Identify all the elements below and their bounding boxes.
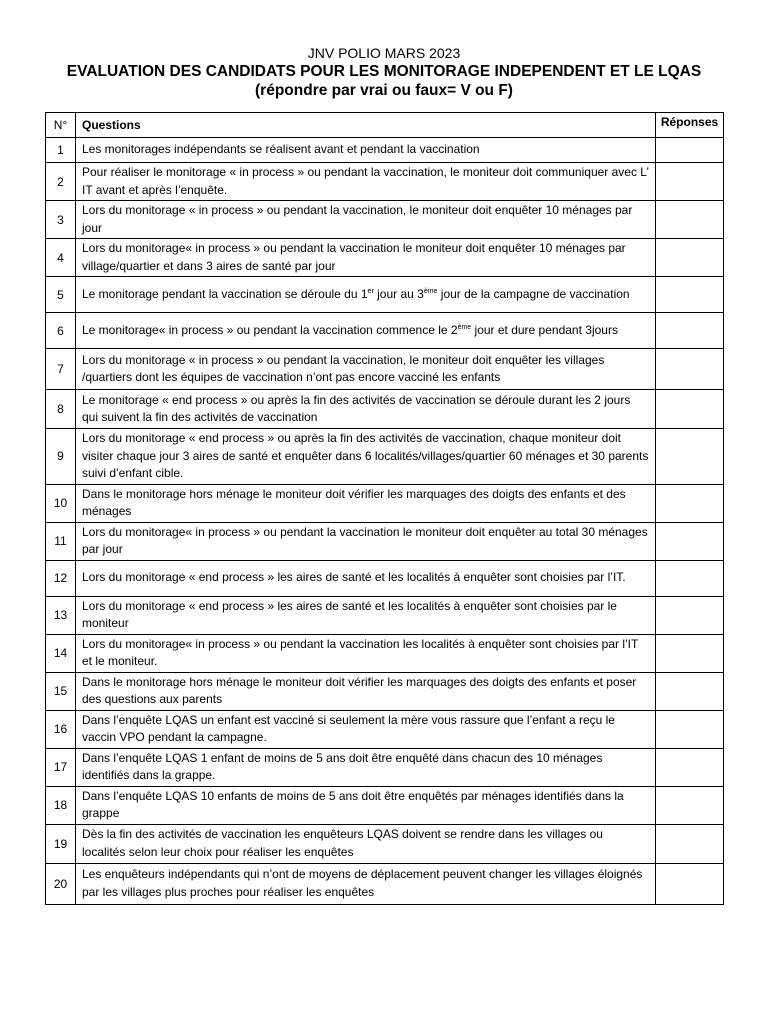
question-number: 10 bbox=[46, 484, 76, 522]
table-row bbox=[46, 138, 724, 163]
question-number: 4 bbox=[46, 239, 76, 277]
question-text: Dans l’enquête LQAS 1 enfant de moins de 5 ans doit être enquêté dans chacun des 10 ménages identifiés dans la grappe. bbox=[76, 748, 656, 786]
table-row bbox=[46, 390, 724, 429]
answer-cell[interactable] bbox=[656, 560, 724, 596]
document-heading: JNV POLIO MARS 2023 bbox=[307, 45, 461, 61]
question-text: Les enquêteurs indépendants qui n’ont de moyens de déplacement peuvent changer les villages éloignés par les villages plus proches pour réaliser les enquêtes bbox=[76, 863, 656, 904]
answer-cell[interactable] bbox=[656, 596, 724, 634]
question-number: 11 bbox=[46, 522, 76, 560]
table-row bbox=[46, 634, 724, 672]
question-text bbox=[76, 277, 656, 313]
table-row bbox=[46, 277, 724, 313]
question-text: Lors du monitorage « end process » les aires de santé et les localités à enquêter sont choisies par l’IT. bbox=[76, 560, 656, 596]
table-row bbox=[46, 201, 724, 239]
question-text bbox=[76, 313, 656, 349]
answer-cell[interactable] bbox=[656, 138, 724, 163]
question-number: 7 bbox=[46, 349, 76, 390]
table-row bbox=[46, 824, 724, 863]
column-header-answers: Réponses bbox=[656, 113, 724, 138]
question-text: Lors du monitorage « end process » les aires de santé et les localités à enquêter sont choisies par le moniteur bbox=[76, 596, 656, 634]
superscript: er bbox=[367, 287, 374, 295]
answer-cell[interactable] bbox=[656, 313, 724, 349]
question-number: 16 bbox=[46, 710, 76, 748]
answer-cell[interactable] bbox=[656, 786, 724, 824]
table-row bbox=[46, 313, 724, 349]
question-number: 19 bbox=[46, 824, 76, 863]
answer-cell[interactable] bbox=[656, 239, 724, 277]
answer-cell[interactable] bbox=[656, 710, 724, 748]
question-text: Les monitorages indépendants se réalisent avant et pendant la vaccination bbox=[76, 138, 656, 163]
table-row bbox=[46, 596, 724, 634]
question-number: 20 bbox=[46, 863, 76, 904]
question-text: Lors du monitorage« in process » ou pendant la vaccination le moniteur doit enquêter au total 30 ménages par jour bbox=[76, 522, 656, 560]
questions-table bbox=[45, 112, 724, 905]
table-row bbox=[46, 710, 724, 748]
table-row bbox=[46, 748, 724, 786]
table-row bbox=[46, 349, 724, 390]
question-text: Lors du monitorage « end process » ou après la fin des activités de vaccination, chaque moniteur doit visiter chaque jour 3 aires de santé et enquêter dans 6 localités/villages/quartier 60 ménages et 30 parents suivi d’enfant cible. bbox=[76, 429, 656, 485]
table-row bbox=[46, 672, 724, 710]
question-text: Dans le monitorage hors ménage le moniteur doit vérifier les marquages des doigts des enfants et des ménages bbox=[76, 484, 656, 522]
question-number: 13 bbox=[46, 596, 76, 634]
question-text: Lors du monitorage« in process » ou pendant la vaccination le moniteur doit enquêter 10 ménages par village/quartier et dans 3 aires de santé par jour bbox=[76, 239, 656, 277]
question-text: Dans le monitorage hors ménage le moniteur doit vérifier les marquages des doigts des enfants et poser des questions aux parents bbox=[76, 672, 656, 710]
answer-cell[interactable] bbox=[656, 634, 724, 672]
table-row bbox=[46, 163, 724, 201]
question-number: 6 bbox=[46, 313, 76, 349]
question-text: Lors du monitorage« in process » ou pendant la vaccination les localités à enquêter sont choisies par l’IT et le moniteur. bbox=[76, 634, 656, 672]
answer-cell[interactable] bbox=[656, 201, 724, 239]
answer-cell[interactable] bbox=[656, 163, 724, 201]
answer-cell[interactable] bbox=[656, 277, 724, 313]
question-number: 3 bbox=[46, 201, 76, 239]
question-text: Pour réaliser le monitorage « in process » ou pendant la vaccination, le moniteur doit communiquer avec L’ IT avant et après l’enquête. bbox=[76, 163, 656, 201]
question-text: Lors du monitorage « in process » ou pendant la vaccination, le moniteur doit enquêter les villages /quartiers dont les équipes de vaccination n’ont pas encore vacciné les enfants bbox=[76, 349, 656, 390]
table-row bbox=[46, 786, 724, 824]
answer-cell[interactable] bbox=[656, 429, 724, 485]
question-text-part: Le monitorage« in process » ou pendant la vaccination commence le 2 bbox=[82, 322, 458, 337]
question-number: 9 bbox=[46, 429, 76, 485]
table-row bbox=[46, 429, 724, 485]
answer-cell[interactable] bbox=[656, 522, 724, 560]
table-row bbox=[46, 863, 724, 904]
answer-cell[interactable] bbox=[656, 484, 724, 522]
column-header-number: N° bbox=[46, 113, 76, 138]
answer-cell[interactable] bbox=[656, 748, 724, 786]
table-header-row bbox=[46, 113, 724, 138]
question-text-part: jour et dure pendant 3jours bbox=[471, 322, 618, 337]
question-text-part: jour au 3 bbox=[373, 286, 424, 301]
answer-cell[interactable] bbox=[656, 349, 724, 390]
column-header-questions: Questions bbox=[76, 113, 656, 138]
question-text: Lors du monitorage « in process » ou pendant la vaccination, le moniteur doit enquêter 10 ménages par jour bbox=[76, 201, 656, 239]
answer-cell[interactable] bbox=[656, 390, 724, 429]
question-number: 17 bbox=[46, 748, 76, 786]
question-number: 14 bbox=[46, 634, 76, 672]
question-text-part: jour de la campagne de vaccination bbox=[437, 286, 630, 301]
question-number: 18 bbox=[46, 786, 76, 824]
table-row bbox=[46, 484, 724, 522]
document-title: EVALUATION DES CANDIDATS POUR LES MONITORAGE INDEPENDENT ET LE LQAS (répondre par vrai ou faux= V ou F) bbox=[66, 63, 702, 99]
question-number: 5 bbox=[46, 277, 76, 313]
question-text: Dans l’enquête LQAS 10 enfants de moins de 5 ans doit être enquêtés par ménages identifiés dans la grappe bbox=[76, 786, 656, 824]
question-text: Dès la fin des activités de vaccination les enquêteurs LQAS doivent se rendre dans les villages ou localités selon leur choix pour réaliser les enquêtes bbox=[76, 824, 656, 863]
superscript: ème bbox=[457, 323, 472, 331]
question-text: Dans l’enquête LQAS un enfant est vacciné si seulement la mère vous rassure que l’enfant a reçu le vaccin VPO pendant la campagne. bbox=[76, 710, 656, 748]
answer-cell[interactable] bbox=[656, 672, 724, 710]
table-row bbox=[46, 522, 724, 560]
table-row bbox=[46, 560, 724, 596]
answer-cell[interactable] bbox=[656, 824, 724, 863]
question-number: 1 bbox=[46, 138, 76, 163]
superscript: ème bbox=[423, 287, 438, 295]
question-text-part: Le monitorage pendant la vaccination se déroule du 1 bbox=[82, 286, 368, 301]
question-number: 12 bbox=[46, 560, 76, 596]
answer-cell[interactable] bbox=[656, 863, 724, 904]
question-number: 2 bbox=[46, 163, 76, 201]
question-text: Le monitorage « end process » ou après la fin des activités de vaccination se déroule durant les 2 jours qui suivent la fin des activités de vaccination bbox=[76, 390, 656, 429]
question-number: 8 bbox=[46, 390, 76, 429]
table-row bbox=[46, 239, 724, 277]
question-number: 15 bbox=[46, 672, 76, 710]
